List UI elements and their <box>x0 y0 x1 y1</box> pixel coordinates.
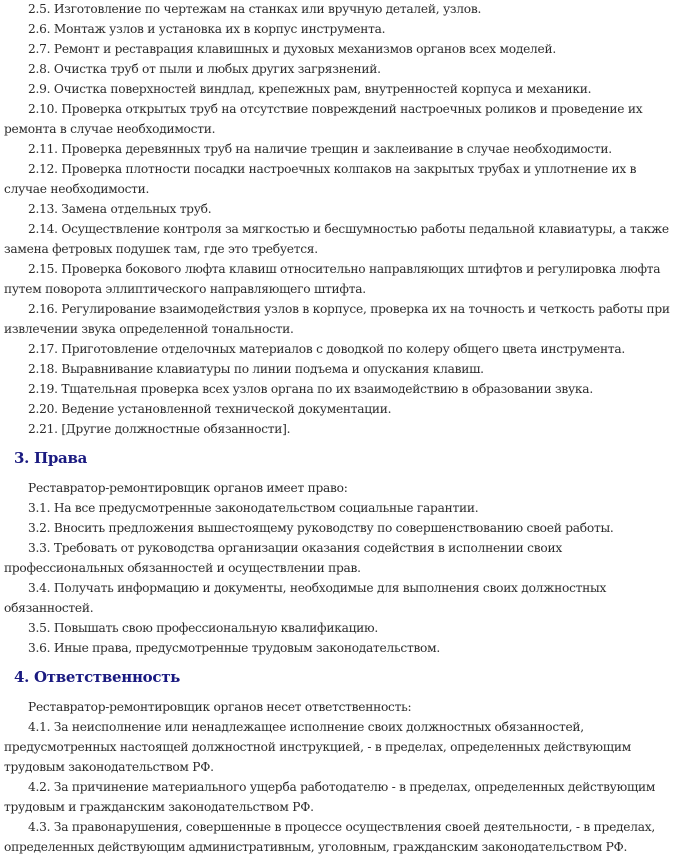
duty-item: 2.7. Ремонт и реставрация клавишных и духовых механизмов органов всех моделей. <box>28 42 556 56</box>
section-duties <box>4 0 682 439</box>
duty-item: 2.15. Проверка бокового люфта клавиш относительно направляющих штифтов и регулировка люфта путем поворота эллиптического направляющего штифта. <box>4 262 661 296</box>
duty-item: 2.14. Осуществление контроля за мягкостью и бесшумностью работы педальной клавиатуры, а также замена фетровых подушек там, где это требуется. <box>4 222 669 256</box>
rights-item: 3.2. Вносить предложения вышестоящему руководству по совершенствованию своей работы. <box>28 521 614 535</box>
section-responsibility <box>4 667 682 857</box>
rights-item: 3.1. На все предусмотренные законодательством социальные гарантии. <box>28 501 479 515</box>
duty-item: 2.18. Выравнивание клавиатуры по линии подъема и опускания клавиш. <box>28 362 484 376</box>
rights-item: 3.3. Требовать от руководства организации оказания содействия в исполнении своих профессиональных обязанностей и осуществлении прав. <box>4 541 562 575</box>
duty-item: 2.9. Очистка поверхностей виндлад, крепежных рам, внутренностей корпуса и механики. <box>28 82 592 96</box>
duty-item: 2.8. Очистка труб от пыли и любых других загрязнений. <box>28 62 381 76</box>
rights-item: 3.6. Иные права, предусмотренные трудовым законодательством. <box>28 641 441 655</box>
section-heading-responsibility: 4. Ответственность <box>14 668 181 686</box>
duty-item: 2.13. Замена отдельных труб. <box>28 202 212 216</box>
section-rights <box>4 448 682 658</box>
responsibility-item: 4.3. За правонарушения, совершенные в процессе осуществления своей деятельности, - в пределах, определенных действующим административным, уголовным, гражданским законодательством РФ. <box>4 820 656 854</box>
duty-item: 2.21. [Другие должностные обязанности]. <box>28 422 291 436</box>
duty-item: 2.16. Регулирование взаимодействия узлов в корпусе, проверка их на точность и четкость работы при извлечении звука определенной тональности. <box>4 302 670 336</box>
responsibility-item: 4.1. За неисполнение или ненадлежащее исполнение своих должностных обязанностей, предусмотренных настоящей должностной инструкцией, - в пределах, определенных действующим трудовым законодательством РФ. <box>4 720 631 774</box>
section-heading-rights: 3. Права <box>14 449 87 467</box>
rights-item: 3.4. Получать информацию и документы, необходимые для выполнения своих должностных обязанностей. <box>4 581 607 615</box>
duty-item: 2.6. Монтаж узлов и установка их в корпус инструмента. <box>28 22 386 36</box>
duty-item: 2.5. Изготовление по чертежам на станках или вручную деталей, узлов. <box>28 2 482 16</box>
rights-intro: Реставратор-ремонтировщик органов имеет право: <box>28 481 348 495</box>
duty-item: 2.10. Проверка открытых труб на отсутствие повреждений настроечных роликов и проведение их ремонта в случае необходимости. <box>4 102 643 136</box>
rights-item: 3.5. Повышать свою профессиональную квалификацию. <box>28 621 379 635</box>
duty-item: 2.11. Проверка деревянных труб на наличие трещин и заклеивание в случае необходимости. <box>28 142 612 156</box>
duty-item: 2.20. Ведение установленной технической документации. <box>28 402 392 416</box>
duty-item: 2.19. Тщательная проверка всех узлов органа по их взаимодействию в образовании звука. <box>28 382 593 396</box>
duty-item: 2.12. Проверка плотности посадки настроечных колпаков на закрытых трубах и уплотнение их в случае необходимости. <box>4 162 637 196</box>
responsibility-intro: Реставратор-ремонтировщик органов несет ответственность: <box>28 700 412 714</box>
duty-item: 2.17. Приготовление отделочных материалов с доводкой по колеру общего цвета инструмента. <box>28 342 625 356</box>
responsibility-item: 4.2. За причинение материального ущерба работодателю - в пределах, определенных действующим трудовым и гражданским законодательством РФ. <box>4 780 656 814</box>
